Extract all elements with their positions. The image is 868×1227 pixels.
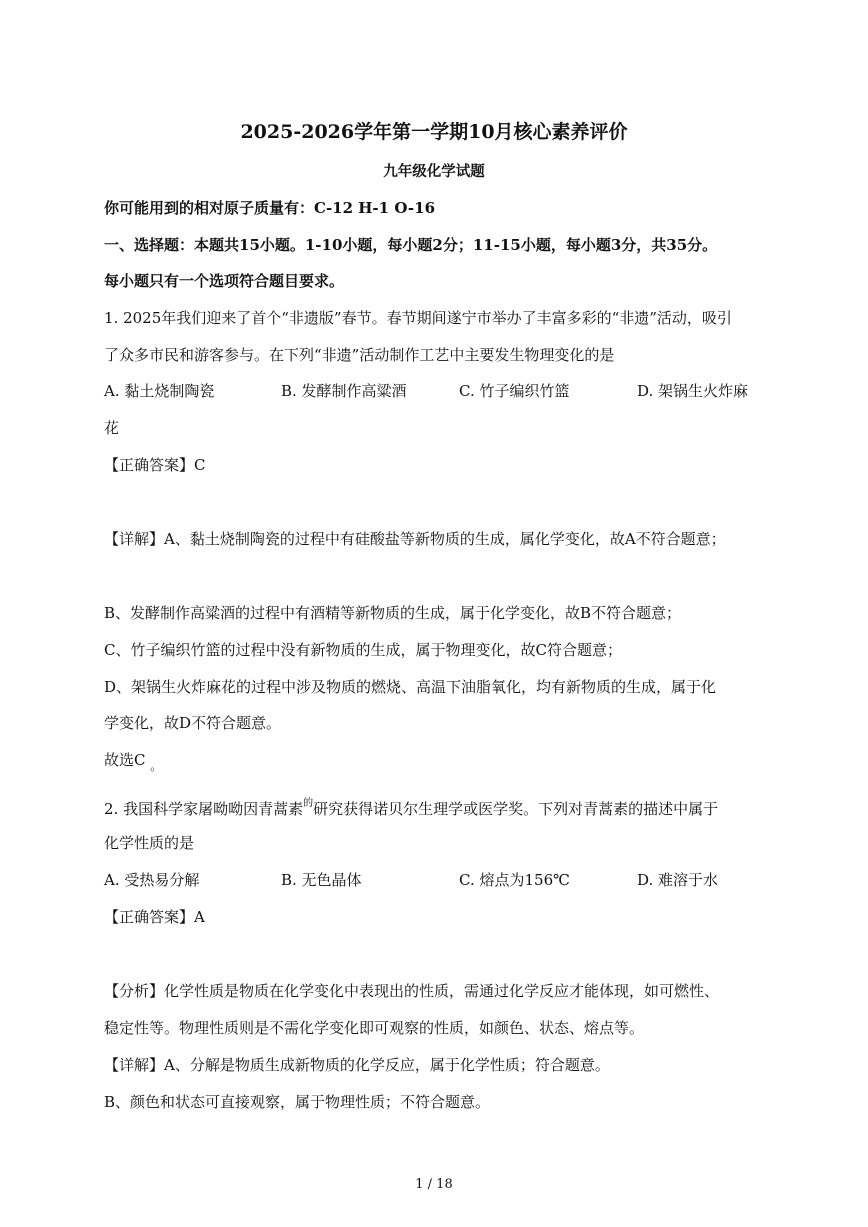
q2-analysis-line1: 【分析】化学性质是物质在化学变化中表现出的性质，需通过化学反应才能体现，如可燃性、 (104, 982, 720, 1000)
q2-option-b: B. 无色晶体 (281, 871, 362, 889)
q2-option-a: A. 受热易分解 (104, 871, 200, 889)
q2-detail-a: 【详解】A、分解是物质生成新物质的化学反应，属于化学性质；符合题意。 (104, 1056, 610, 1074)
section-instruction: 每小题只有一个选项符合题目要求。 (104, 272, 345, 290)
atomic-mass-note: 你可能用到的相对原子质量有：C-12 H-1 O-16 (104, 199, 436, 217)
q1-option-c: C. 竹子编织竹篮 (459, 382, 570, 400)
q1-detail-a: 【详解】A、黏土烧制陶瓷的过程中有硅酸盐等新物质的生成，属化学变化，故A不符合题意； (104, 530, 726, 548)
q1-option-d: D. 架锅生火炸麻 (637, 382, 749, 400)
q2-stem-line2: 化学性质的是 (104, 834, 195, 852)
q2-analysis-line2: 稳定性等。物理性质则是不需化学变化即可观察的性质，如颜色、状态、熔点等。 (104, 1019, 645, 1037)
q2-answer: 【正确答案】A (104, 908, 205, 926)
q1-option-a: A. 黏土烧制陶瓷 (104, 382, 215, 400)
q2-detail-b: B、颜色和状态可直接观察，属于物理性质；不符合题意。 (104, 1093, 491, 1111)
page-title: 2025-2026学年第一学期10月核心素养评价 (240, 121, 628, 143)
q1-choose-text: 故选C (104, 751, 146, 769)
q1-choose-period: 。 (150, 759, 163, 773)
q1-detail-d-line1: D、架锅生火炸麻花的过程中涉及物质的燃烧、高温下油脂氧化，均有新物质的生成，属于化 (104, 678, 717, 696)
q1-stem-line2: 了众多市民和游客参与。在下列“非遗”活动制作工艺中主要发生物理变化的是 (104, 346, 615, 364)
q2-stem-line1 (104, 794, 718, 819)
q2-option-c: C. 熔点为156℃ (459, 871, 570, 889)
q2-stem-sup: 的 (303, 798, 314, 809)
q1-option-b: B. 发酵制作高粱酒 (281, 382, 407, 400)
q1-detail-c: C、竹子编织竹篮的过程中没有新物质的生成，属于物理变化，故C符合题意； (104, 641, 622, 659)
q1-detail-d-line2: 学变化，故D不符合题意。 (104, 714, 282, 732)
page-subtitle: 九年级化学试题 (383, 163, 485, 180)
q1-answer: 【正确答案】C (104, 456, 206, 474)
page-number: 1 / 18 (415, 1177, 453, 1192)
q2-stem-pre: 2. 我国科学家屠呦呦因青蒿素 (104, 800, 304, 818)
section-heading: 一、选择题：本题共15小题。1-10小题，每小题2分；11-15小题，每小题3分，共35分。 (104, 236, 718, 254)
q2-stem-post: 研究获得诺贝尔生理学或医学奖。下列对青蒿素的描述中属于 (313, 800, 719, 818)
q1-choose (104, 749, 163, 773)
q2-option-d: D. 难溶于水 (637, 871, 719, 889)
q1-stem-line1: 1. 2025年我们迎来了首个“非遗版”春节。春节期间遂宁市举办了丰富多彩的“非遗”活动，吸引 (104, 309, 732, 327)
q1-option-d-wrap: 花 (104, 419, 120, 437)
q1-detail-b: B、发酵制作高粱酒的过程中有酒精等新物质的生成，属于化学变化，故B不符合题意； (104, 604, 682, 622)
